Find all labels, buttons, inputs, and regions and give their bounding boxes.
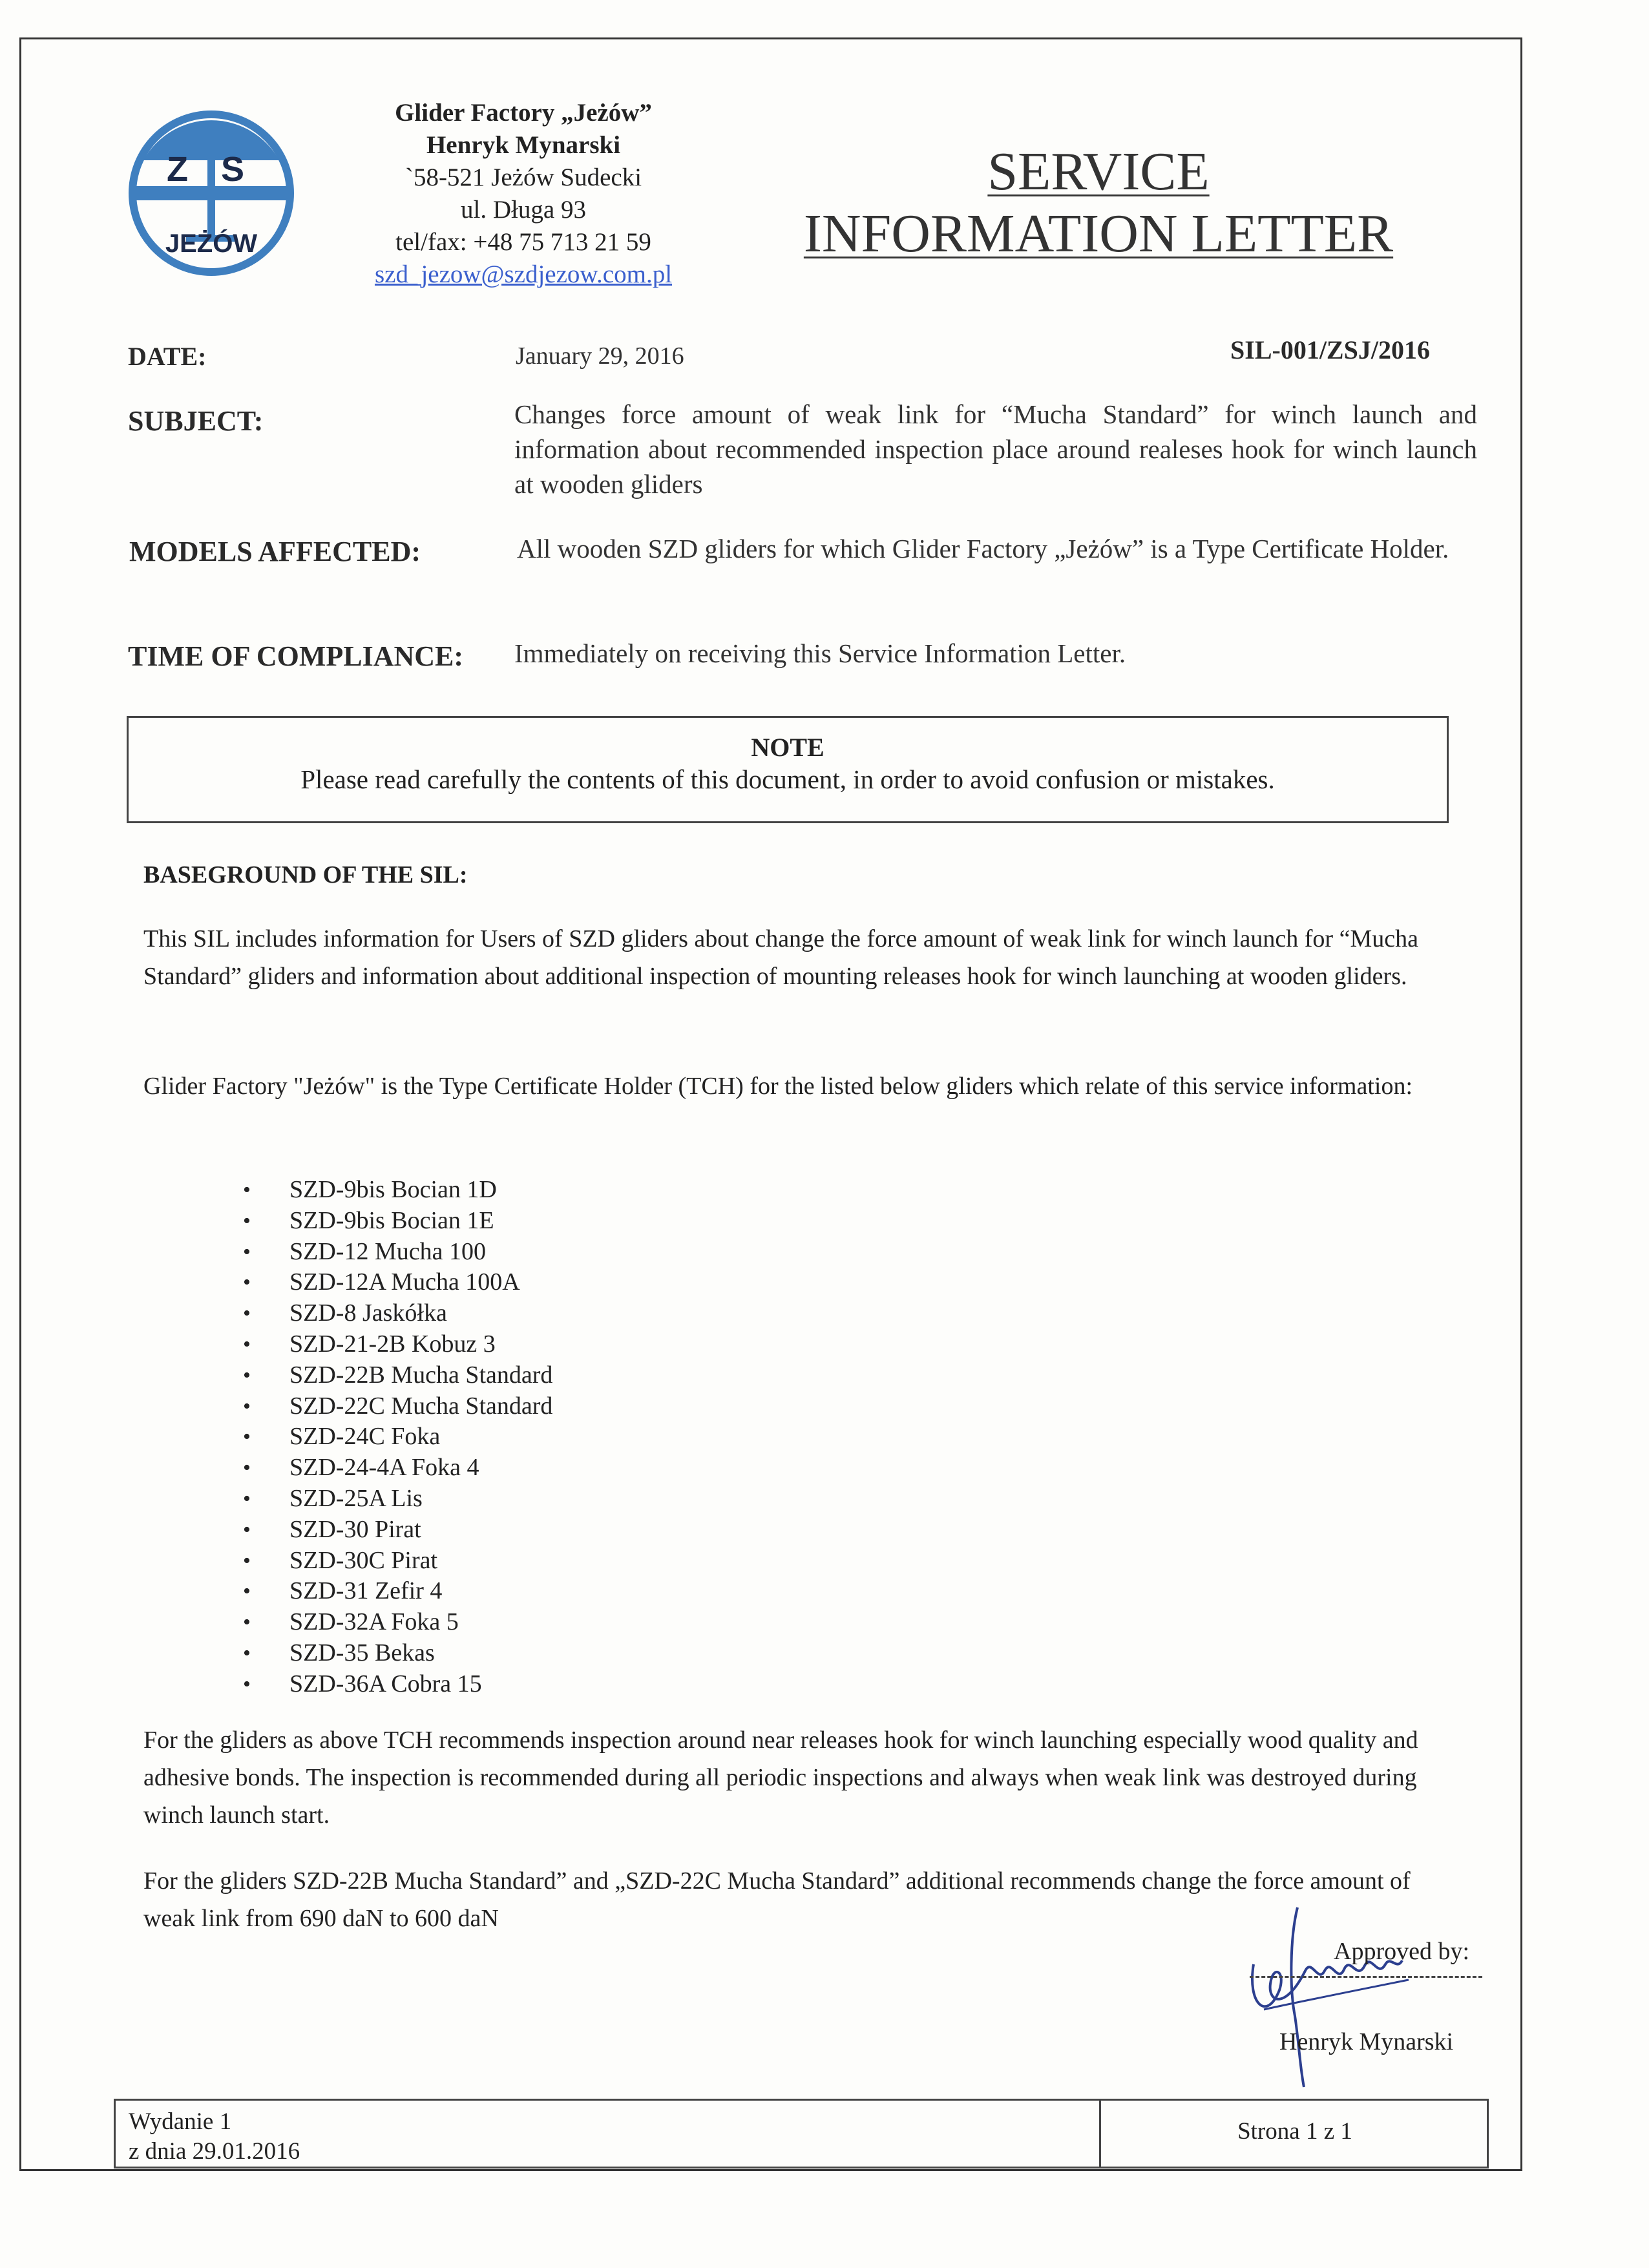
subject-value: Changes force amount of weak link for “Mucha Standard” for winch launch and information about recommended inspection place around realeses hook for winch launch at wooden gliders bbox=[514, 399, 1477, 499]
paragraph-tch: Glider Factory "Jeżów" is the Type Certificate Holder (TCH) for the listed below gliders which relate of this service information: bbox=[143, 1073, 1413, 1100]
page-number: Strona 1 z 1 bbox=[1237, 2118, 1352, 2145]
glider-list-item: • SZD-36A Cobra 15 bbox=[233, 1669, 552, 1700]
company-postal: `58-521 Jeżów Sudecki bbox=[404, 163, 642, 191]
signature-line bbox=[1250, 1976, 1482, 1978]
note-box bbox=[127, 716, 1449, 823]
glider-list bbox=[233, 1175, 552, 1700]
models-affected-label: MODELS AFFECTED: bbox=[129, 536, 421, 567]
glider-list-item: • SZD-12 Mucha 100 bbox=[233, 1237, 552, 1268]
glider-list-item: • SZD-9bis Bocian 1E bbox=[233, 1206, 552, 1237]
approved-by-label: Approved by: bbox=[1334, 1938, 1470, 1965]
approver-name: Henryk Mynarski bbox=[1279, 2028, 1454, 2055]
glider-list-item: • SZD-12A Mucha 100A bbox=[233, 1267, 552, 1298]
note-title: NOTE bbox=[751, 733, 824, 762]
signature bbox=[1228, 1893, 1460, 2100]
edition-date: z dnia 29.01.2016 bbox=[129, 2138, 300, 2165]
title-line-2: INFORMATION LETTER bbox=[803, 204, 1394, 264]
footer-edition bbox=[129, 2107, 300, 2167]
document-id: SIL-001/ZSJ/2016 bbox=[1230, 335, 1430, 364]
logo-letters-bottom: JEŻÓW bbox=[165, 229, 258, 258]
title-line-1: SERVICE bbox=[987, 142, 1210, 202]
glider-list-item: • SZD-32A Foka 5 bbox=[233, 1607, 552, 1638]
glider-list-item: • SZD-30 Pirat bbox=[233, 1515, 552, 1546]
glider-list-item: • SZD-35 Bekas bbox=[233, 1638, 552, 1669]
glider-list-item: • SZD-22C Mucha Standard bbox=[233, 1391, 552, 1422]
company-block bbox=[317, 97, 730, 291]
compliance-value: Immediately on receiving this Service Information Letter. bbox=[514, 638, 1126, 668]
glider-list-item: • SZD-30C Pirat bbox=[233, 1546, 552, 1577]
glider-list-item: • SZD-25A Lis bbox=[233, 1484, 552, 1515]
date-label: DATE: bbox=[128, 342, 207, 371]
paragraph-intro: This SIL includes information for Users of SZD gliders about change the force amount of weak link for winch launch for “Mucha Standard” gliders and information about additional inspection of mounting releases hook for winch launching at wooden gliders. bbox=[143, 925, 1418, 990]
edition-number: Wydanie 1 bbox=[129, 2108, 232, 2135]
footer-box bbox=[114, 2099, 1489, 2168]
models-affected-value: All wooden SZD gliders for which Glider Factory „Jeżów” is a Type Certificate Holder. bbox=[517, 534, 1449, 563]
glider-list-item: • SZD-8 Jaskółka bbox=[233, 1298, 552, 1329]
footer-divider bbox=[1099, 2101, 1101, 2167]
glider-list-item: • SZD-24-4A Foka 4 bbox=[233, 1453, 552, 1484]
company-street: ul. Długa 93 bbox=[461, 196, 586, 224]
glider-list-item: • SZD-9bis Bocian 1D bbox=[233, 1175, 552, 1206]
paragraph-weak-link: For the gliders SZD-22B Mucha Standard” and „SZD-22C Mucha Standard” additional recommends change the force amount of weak link from 690 daN to 600 daN bbox=[143, 1867, 1411, 1932]
company-logo bbox=[127, 109, 296, 278]
logo-letters-top: Z S bbox=[166, 150, 257, 189]
company-owner: Henryk Mynarski bbox=[426, 131, 621, 159]
company-phone: tel/fax: +48 75 713 21 59 bbox=[395, 228, 651, 256]
glider-list-item: • SZD-21-2B Kobuz 3 bbox=[233, 1329, 552, 1360]
background-heading: BASEGROUND OF THE SIL: bbox=[143, 861, 468, 888]
glider-list-item: • SZD-24C Foka bbox=[233, 1422, 552, 1453]
subject-label: SUBJECT: bbox=[128, 405, 264, 437]
company-name: Glider Factory „Jeżów” bbox=[395, 99, 652, 127]
glider-list-item: • SZD-22B Mucha Standard bbox=[233, 1360, 552, 1391]
paragraph-inspection: For the gliders as above TCH recommends inspection around near releases hook for winch launching especially wood quality and adhesive bonds. The inspection is recommended during all periodic inspections and always when weak link was destroyed during winch launch start. bbox=[143, 1727, 1418, 1829]
company-email-link[interactable]: szd_jezow@szdjezow.com.pl bbox=[374, 260, 673, 288]
compliance-label: TIME OF COMPLIANCE: bbox=[128, 640, 464, 672]
glider-list-item: • SZD-31 Zefir 4 bbox=[233, 1576, 552, 1607]
date-value: January 29, 2016 bbox=[516, 342, 684, 370]
note-text: Please read carefully the contents of this document, in order to avoid confusion or mistakes. bbox=[300, 764, 1275, 794]
document-title bbox=[762, 141, 1434, 265]
